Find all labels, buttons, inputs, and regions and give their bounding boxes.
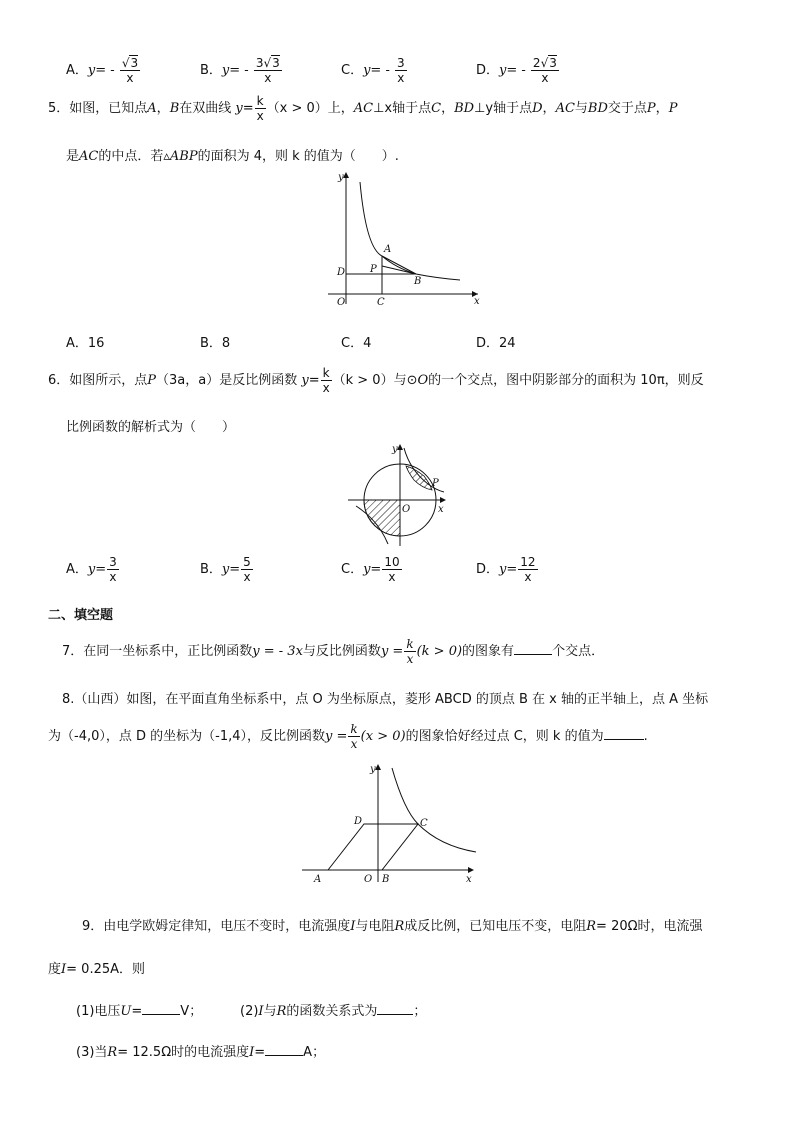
q4-option-d[interactable]: D．y= - $\frac{2√3}{x}$ (476, 56, 557, 85)
q5-option-c[interactable]: C．4 (341, 336, 372, 351)
answer-blank[interactable] (142, 1014, 180, 1015)
label-a: A (314, 874, 322, 885)
q5-line1: 5．如图，已知点A，B在双曲线 y= $\frac{k}{x}$ （x > 0）上，AC⊥x轴于点C，BD⊥y轴于点D，AC与BD交于点P，P (48, 94, 678, 123)
label-y: y (370, 764, 376, 775)
label-x: x (438, 504, 444, 515)
label-a: A (384, 244, 392, 255)
q9-line1: 9．由电学欧姆定律知，电压不变时，电流强度I与电阻R成反比例，已知电压不变，电阻R= 20Ω时，电流强 (82, 919, 703, 934)
fraction: $\frac{k}{x}$ (256, 94, 264, 123)
fraction: $\frac{5}{x}$ (243, 555, 251, 584)
x-axis-arrow (468, 867, 474, 873)
fraction: $\frac{10}{x}$ (384, 555, 400, 584)
q6-figure (344, 440, 454, 550)
label-p: P (432, 478, 439, 489)
q5-figure (326, 168, 486, 308)
q5-option-b[interactable]: B．8 (200, 336, 231, 351)
fraction: $\frac{k}{x}$ (406, 637, 414, 666)
label-y: y (392, 444, 398, 455)
q7-line: 7．在同一坐标系中，正比例函数y = - 3x与反比例函数y = $\frac{k}{x}$ (k > 0)的图象有 个交点． (62, 637, 605, 666)
label-b: B (382, 874, 390, 885)
q6-option-d[interactable]: D．y= $\frac{12}{x}$ (476, 555, 536, 584)
q6-line1: 6．如图所示，点P（3a，a）是反比例函数 y= $\frac{k}{x}$ （k > 0）与⊙O的一个交点，图中阴影部分的面积为 10π，则反 (48, 366, 704, 395)
fraction: $\frac{√3}{x}$ (121, 56, 139, 85)
y-axis-arrow (343, 172, 349, 178)
fraction: $\frac{k}{x}$ (350, 722, 358, 751)
q6-line2: 比例函数的解析式为（ ） (66, 420, 236, 435)
q9-part2: (2)I与R的函数关系式为 ； (240, 1004, 427, 1019)
q4-option-b[interactable]: B．y= - $\frac{3√3}{x}$ (200, 56, 280, 85)
answer-blank[interactable] (377, 1014, 413, 1015)
fraction: $\frac{k}{x}$ (322, 366, 330, 395)
label-d: D (337, 267, 346, 278)
q6-option-b[interactable]: B．y= $\frac{5}{x}$ (200, 555, 251, 584)
fraction: $\frac{3}{x}$ (396, 56, 405, 85)
label-p: P (370, 264, 377, 275)
q9-line2: 度I= 0.25A．则 (48, 962, 146, 977)
label-x: x (474, 296, 480, 307)
q8-line2: 为（-4,0），点 D 的坐标为（-1,4），反比例函数y = $\frac{k}{x}$ (x > 0)的图象恰好经过点 C，则 k 的值为 . (48, 722, 648, 751)
fraction: $\frac{2√3}{x}$ (532, 56, 557, 85)
q4-option-a[interactable]: A．y= - $\frac{√3}{x}$ (66, 56, 139, 85)
answer-blank[interactable] (265, 1055, 303, 1056)
answer-blank[interactable] (604, 739, 644, 740)
fraction: $\frac{3√3}{x}$ (255, 56, 280, 85)
q6-option-c[interactable]: C．y= $\frac{10}{x}$ (341, 555, 400, 584)
y-axis-arrow (375, 764, 381, 770)
label-o: O (337, 297, 346, 308)
label-o: O (364, 874, 373, 885)
q5-line2: 是AC的中点．若▵ABP的面积为 4，则 k 的值为（ ）. (66, 149, 399, 164)
rhombus-abcd (328, 824, 418, 870)
q9-part3: (3)当R= 12.5Ω时的电流强度I= A； (76, 1045, 326, 1060)
segment-ab (382, 256, 416, 274)
q4-option-c[interactable]: C．y= - $\frac{3}{x}$ (341, 56, 405, 85)
q9-part1: (1)电压U= V； (76, 1004, 203, 1019)
q8-line1: 8.（山西）如图，在平面直角坐标系中，点 O 为坐标原点，菱形 ABCD 的顶点 B 在 x 轴的正半轴上，点 A 坐标 (62, 692, 709, 707)
answer-blank[interactable] (514, 654, 552, 655)
x-axis-arrow (440, 497, 446, 503)
fraction: $\frac{12}{x}$ (520, 555, 536, 584)
y-axis-arrow (397, 444, 403, 450)
label-d: D (354, 816, 363, 827)
fraction: $\frac{3}{x}$ (109, 555, 117, 584)
label-c: C (420, 818, 428, 829)
q6-option-a[interactable]: A．y= $\frac{3}{x}$ (66, 555, 117, 584)
label-o: O (402, 504, 411, 515)
q5-option-a[interactable]: A．16 (66, 336, 105, 351)
label-y: y (338, 172, 344, 183)
label-c: C (377, 297, 385, 308)
label-x: x (466, 874, 472, 885)
label-b: B (414, 276, 422, 287)
hyperbola-curve (392, 768, 476, 852)
q5-option-d[interactable]: D．24 (476, 336, 516, 351)
q8-figure (300, 760, 480, 886)
section-title: 二、填空题 (48, 608, 114, 623)
